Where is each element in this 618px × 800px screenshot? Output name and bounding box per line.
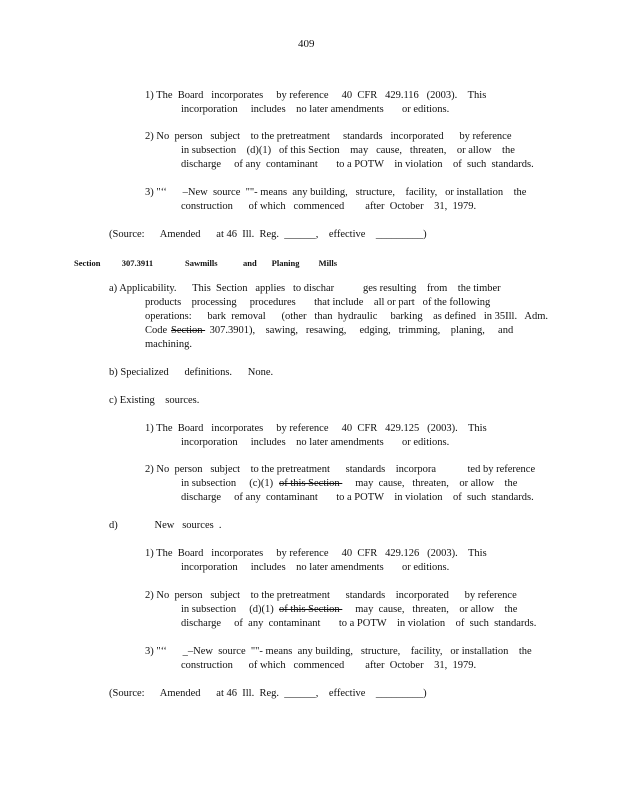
document-line: (Source: Amended at 46 Ill. Reg. ______, effective _________): [109, 229, 427, 240]
document-line: construction of which commenced after October 31, 1979.: [181, 660, 477, 671]
document-line: in subsection (d)(1): [181, 604, 282, 615]
page-number: 409: [298, 38, 315, 50]
document-line: 2) No person subject to the pretreatment standards incorporated by reference: [145, 590, 517, 601]
document-line: machining.: [145, 339, 192, 350]
document-line: may cause, threaten, or allow the: [350, 478, 518, 489]
document-line: 1) The Board incorporates by reference 40 CFR 429.125 (2003). This: [145, 423, 487, 434]
document-line: Code: [145, 325, 170, 336]
document-line: incorporation includes no later amendments or editions.: [181, 104, 450, 115]
document-line: 1) The Board incorporates by reference 40 CFR 429.126 (2003). This: [145, 548, 487, 559]
document-line: c) Existing sources.: [109, 395, 200, 406]
document-line: may cause, threaten, or allow the: [350, 604, 518, 615]
struck-text: of this Section: [279, 478, 343, 489]
document-line: 307.3901), sawing, resawing, edging, trimming, planing, and: [207, 325, 514, 336]
document-line: discharge of any contaminant to a POTW in violation of such standards.: [181, 618, 537, 629]
document-line: 3) "‘‘ –New source ""- means any building, structure, facility, or installation the: [145, 187, 527, 198]
document-line: incorporation includes no later amendments or editions.: [181, 437, 450, 448]
document-line: 2) No person subject to the pretreatment standards incorpora ted by reference: [145, 464, 536, 475]
document-line: 2) No person subject to the pretreatment standards incorporated by reference: [145, 131, 512, 142]
document-line: discharge of any contaminant to a POTW in violation of such standards.: [181, 159, 534, 170]
document-line: incorporation includes no later amendments or editions.: [181, 562, 450, 573]
document-line: products processing procedures that include all or part of the following: [145, 297, 491, 308]
document-line: operations: bark removal (other than hydraulic barking as defined in 35Ill. Adm.: [145, 311, 548, 322]
document-line: 1) The Board incorporates by reference 40 CFR 429.116 (2003). This: [145, 90, 487, 101]
document-line: b) Specialized definitions. None.: [109, 367, 274, 378]
document-line: discharge of any contaminant to a POTW in violation of such standards.: [181, 492, 534, 503]
document-line: 3) "‘‘ _–New source ""- means any building, structure, facility, or installation the: [145, 646, 532, 657]
document-line: in subsection (c)(1): [181, 478, 282, 489]
document-line: (Source: Amended at 46 Ill. Reg. ______, effective _________): [109, 688, 427, 699]
document-line: d) New sources .: [109, 520, 222, 531]
document-line: in subsection (d)(1) of this Section may cause, threaten, or allow the: [181, 145, 515, 156]
struck-text: Section: [171, 325, 206, 336]
document-line: construction of which commenced after October 31, 1979.: [181, 201, 477, 212]
struck-text: of this Section: [279, 604, 343, 615]
section-heading: Section 307.3911 Sawmills and Planing Mills: [74, 258, 338, 268]
document-line: a) Applicability. This Section applies to dischar ges resulting from the timber: [109, 283, 501, 294]
